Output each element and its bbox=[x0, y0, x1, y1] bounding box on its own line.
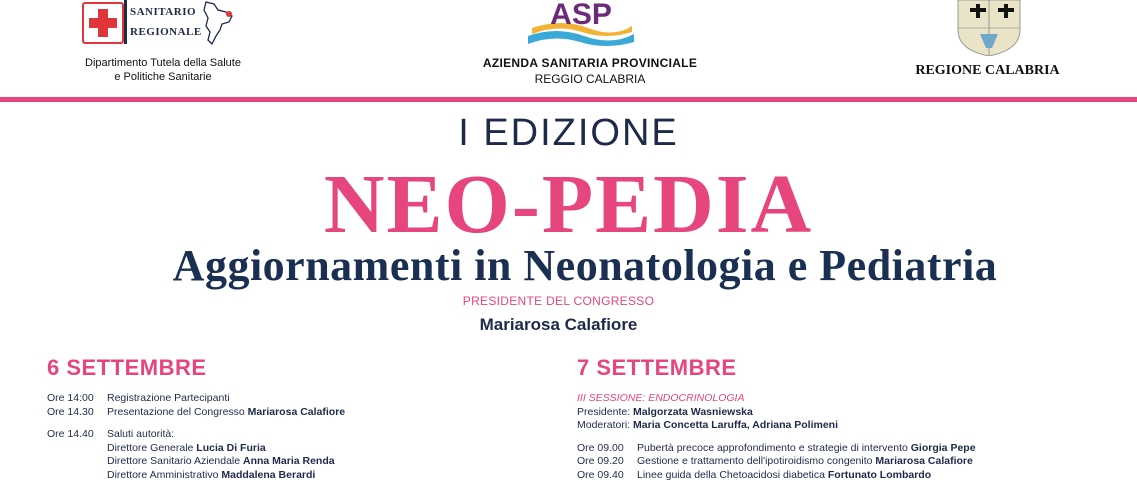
session-title: III SESSIONE: ENDOCRINOLOGIA bbox=[577, 392, 745, 404]
program-time: Ore 14.40 bbox=[47, 428, 94, 440]
speaker-name: Mariarosa Calafiore bbox=[247, 405, 346, 418]
day1-heading: 6 SETTEMBRE bbox=[47, 355, 207, 380]
president-label: PRESIDENTE DEL CONGRESSO bbox=[462, 294, 655, 308]
asp-mark-text: ASP bbox=[550, 0, 612, 31]
authority-item bbox=[47, 442, 345, 456]
program-item bbox=[577, 455, 976, 469]
program-text: Linee guida della Chetoacidosi diabetica bbox=[637, 468, 828, 481]
program-time: Ore 09.40 bbox=[577, 468, 624, 481]
department-label bbox=[78, 56, 248, 84]
authority-role: Direttore Amministrativo bbox=[107, 468, 222, 481]
logo-text-line1: SANITARIO bbox=[130, 6, 197, 18]
program-item bbox=[47, 392, 345, 406]
regione-calabria-logo bbox=[900, 0, 1075, 90]
program-time: Ore 14.30 bbox=[47, 405, 94, 418]
department-line2: e Politiche Sanitarie bbox=[114, 71, 212, 83]
calabria-map-icon bbox=[196, 0, 236, 46]
program-text: Gestione e trattamento dell'ipotiroidismo congenito bbox=[637, 455, 876, 467]
session-president-name: Malgorzata Wasniewska bbox=[633, 405, 753, 418]
red-cross-icon bbox=[82, 2, 124, 44]
authority-item bbox=[47, 455, 345, 469]
department-line1: Dipartimento Tutela della Salute bbox=[85, 57, 241, 69]
program-text: Pubertà precoce approfondimento e strategie di intervento bbox=[637, 441, 911, 454]
program-text: Saluti autorità: bbox=[107, 428, 175, 440]
moderators-names: Maria Concetta Laruffa, Adriana Polimeni bbox=[633, 419, 839, 431]
moderators-label: Moderatori: bbox=[577, 419, 634, 431]
program-item bbox=[577, 442, 976, 456]
asp-logo bbox=[470, 0, 710, 92]
program-time: Ore 09.00 bbox=[577, 441, 624, 454]
authority-name: Maddalena Berardi bbox=[221, 468, 316, 481]
program-text: Registrazione Partecipanti bbox=[107, 392, 230, 404]
event-title: NEO-PEDIA bbox=[323, 158, 814, 251]
speaker-name: Mariarosa Calafiore bbox=[875, 455, 973, 467]
day2-heading: 7 SETTEMBRE bbox=[577, 355, 737, 380]
program-time: Ore 09.20 bbox=[577, 455, 624, 467]
session-moderators bbox=[577, 419, 976, 433]
header-divider bbox=[0, 97, 1137, 102]
authority-role: Direttore Sanitario Aziendale bbox=[107, 455, 243, 467]
sanitario-regionale-logo bbox=[78, 0, 248, 90]
authority-role: Direttore Generale bbox=[107, 441, 197, 454]
regional-emblem-icon bbox=[950, 0, 1028, 56]
logo-divider bbox=[124, 0, 127, 44]
day1-program bbox=[47, 392, 345, 482]
authority-item bbox=[47, 469, 345, 483]
president-name: Mariarosa Calafiore bbox=[479, 315, 638, 334]
president-role-label: Presidente: bbox=[577, 405, 634, 418]
event-subtitle: Aggiornamenti in Neonatologia e Pediatria bbox=[172, 241, 998, 290]
edition-label: I EDIZIONE bbox=[458, 112, 679, 154]
day2-program bbox=[577, 392, 976, 482]
program-item bbox=[47, 406, 345, 420]
region-name: REGIONE CALABRIA bbox=[915, 63, 1060, 78]
logo-text-line2: REGIONALE bbox=[130, 26, 202, 38]
speaker-name: Giorgia Pepe bbox=[910, 441, 976, 454]
program-text: Presentazione del Congresso bbox=[107, 405, 248, 418]
asp-city: REGGIO CALABRIA bbox=[534, 72, 646, 86]
program-item bbox=[47, 428, 345, 442]
session-president bbox=[577, 406, 976, 420]
program-time: Ore 14:00 bbox=[47, 392, 94, 404]
speaker-name: Fortunato Lombardo bbox=[827, 468, 932, 481]
authority-name: Lucia Di Furia bbox=[196, 441, 266, 454]
program-item bbox=[577, 469, 976, 483]
authority-name: Anna Maria Renda bbox=[243, 455, 335, 467]
asp-mark-icon bbox=[526, 0, 636, 50]
asp-name: AZIENDA SANITARIA PROVINCIALE bbox=[482, 56, 698, 70]
